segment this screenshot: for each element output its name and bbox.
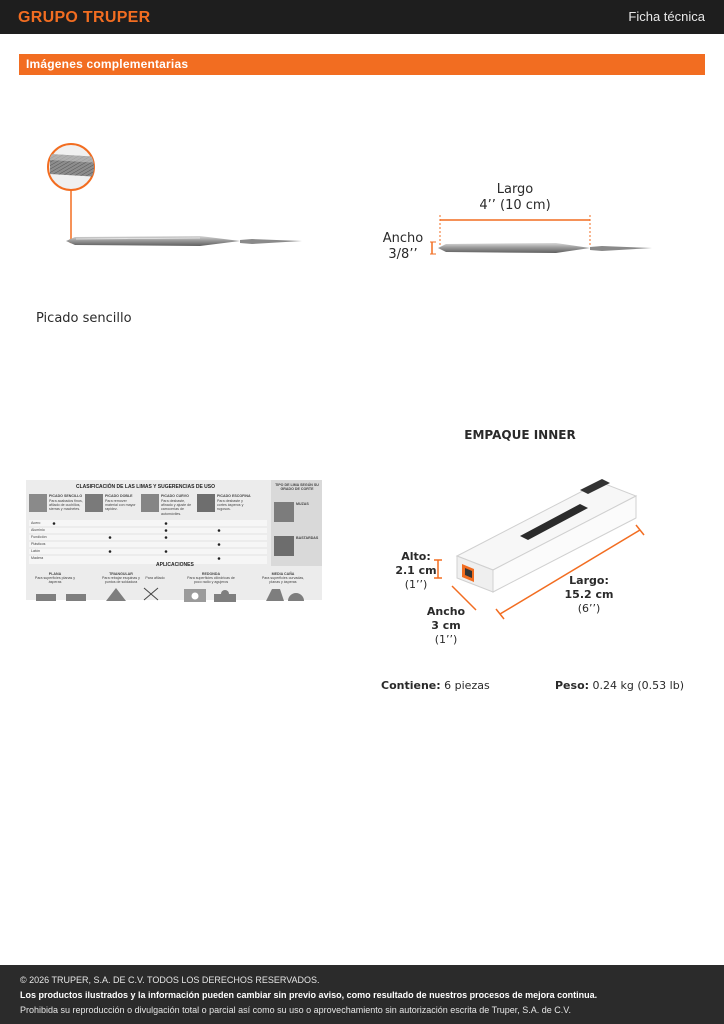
length-label: Largo bbox=[496, 182, 534, 197]
weight-value: 0.24 kg (0.53 lb) bbox=[592, 679, 684, 692]
package-contents bbox=[381, 679, 490, 692]
package-width-cm: 3 cm bbox=[431, 619, 461, 632]
cut-type-label: Picado sencillo bbox=[36, 311, 132, 326]
cut-grade-title: TIPO DE LIMA SEGÚN SU GRADO DE CORTE bbox=[275, 483, 319, 492]
cut-type-name: PICADO SENCILLO bbox=[49, 494, 83, 498]
cut-type-name: PICADO CURVO bbox=[161, 494, 189, 498]
length-dimension-line bbox=[440, 215, 590, 246]
cut-type-name: PICADO ESCOFINA bbox=[217, 494, 251, 498]
curved-cut-swatch bbox=[141, 494, 159, 512]
rasp-cut-swatch bbox=[197, 494, 215, 512]
package-length-in: (6’’) bbox=[577, 602, 601, 615]
file-detail-image bbox=[40, 140, 310, 270]
file-illustration bbox=[66, 236, 302, 246]
shape-name: REDONDA bbox=[201, 572, 221, 576]
brand-logo: GRUPO TRUPER bbox=[18, 9, 151, 26]
cut-grade-type: MUZAS bbox=[296, 502, 309, 506]
package-length-label: Largo: bbox=[569, 574, 609, 587]
cut-type-desc: Para desbaste, afinado y ajuste de carrocerías de automóviles. bbox=[161, 499, 192, 516]
length-value: 4’’ (10 cm) bbox=[479, 198, 551, 213]
shape-desc: Para superficies cilíndricas de poco radio y agujeros bbox=[187, 576, 235, 585]
weight-label: Peso: bbox=[555, 679, 590, 692]
material-row: Fundición bbox=[31, 535, 47, 539]
material-row: Aluminio bbox=[31, 528, 45, 532]
shape-desc: Para superficies curvadas, planas y ásperas bbox=[261, 576, 305, 585]
file-dimension-drawing bbox=[426, 212, 656, 262]
material-row: Madera bbox=[31, 556, 44, 560]
footer bbox=[0, 965, 724, 1024]
cut-types-row bbox=[29, 494, 269, 518]
material-row: Acero bbox=[31, 521, 41, 525]
zoom-circle bbox=[48, 144, 100, 243]
package-height-in: (1’’) bbox=[404, 578, 428, 591]
double-cut-swatch bbox=[85, 494, 103, 512]
package-width-label: Ancho bbox=[426, 605, 466, 618]
shape-desc: Para rebajar esquinas y puntos de soldadura bbox=[102, 576, 140, 585]
single-cut-swatch bbox=[29, 494, 47, 512]
cut-grade-panel bbox=[271, 480, 322, 566]
shape-name: PLANA bbox=[48, 572, 62, 576]
file-classification-infographic bbox=[26, 480, 322, 600]
section-title: Imágenes complementarias bbox=[26, 57, 189, 71]
applications-title: APLICACIONES bbox=[156, 562, 194, 568]
contents-value: 6 piezas bbox=[444, 679, 490, 692]
infographic-title: CLASIFICACIÓN DE LAS LIMAS Y SUGERENCIAS DE USO bbox=[76, 484, 215, 490]
materials-grid bbox=[29, 520, 267, 564]
package-height-label: Alto: bbox=[401, 550, 431, 563]
width-label: Ancho bbox=[382, 231, 424, 246]
package-width-in: (1’’) bbox=[434, 633, 458, 646]
document-type: Ficha técnica bbox=[628, 9, 705, 24]
section-header bbox=[19, 54, 705, 75]
width-value: 3/8’’ bbox=[388, 247, 418, 262]
materials-dots bbox=[29, 520, 267, 564]
package-title: EMPAQUE INNER bbox=[464, 428, 576, 442]
package-length-cm: 15.2 cm bbox=[564, 588, 614, 601]
cut-grade-type: BASTARDAS bbox=[296, 536, 319, 540]
cut-type-name: PICADO DOBLE bbox=[105, 494, 133, 498]
package-height-cm: 2.1 cm bbox=[395, 564, 437, 577]
bastard-file-swatch bbox=[274, 536, 294, 556]
cut-type-desc: Para desbaste y cortes ásperos y rugosos. bbox=[217, 499, 244, 512]
package-weight bbox=[555, 679, 684, 692]
smooth-file-swatch bbox=[274, 502, 294, 522]
width-dimension-line bbox=[430, 242, 436, 254]
shape-name: TRIANGULAR bbox=[109, 572, 133, 576]
shape-desc: Para superficies planas y ásperas bbox=[34, 576, 76, 585]
footer-copyright: © 2026 TRUPER, S.A. DE C.V. TODOS LOS DERECHOS RESERVADOS. bbox=[20, 975, 320, 985]
application-icons bbox=[26, 584, 322, 606]
footer-disclaimer: Los productos ilustrados y la información pueden cambiar sin previo aviso, como resultado de nuestros procesos de mejora continua. bbox=[20, 990, 598, 1000]
footer-prohibition: Prohibida su reproducción o divulgación total o parcial así como su uso o aprovechamiento sin autorización escrita de Truper, S.A. de C.V. bbox=[20, 1005, 571, 1015]
shape-name: MEDIA CAÑA bbox=[271, 572, 295, 576]
material-row: Latón bbox=[31, 549, 40, 553]
material-row: Plásticos bbox=[31, 542, 46, 546]
cut-type-desc: Para remover material con mayor rapidez. bbox=[105, 499, 136, 512]
contents-label: Contiene: bbox=[381, 679, 441, 692]
file-illustration-small bbox=[438, 243, 652, 253]
shape-desc: Para afilado bbox=[145, 576, 165, 580]
cut-type-desc: Para acabados finos, afilado de cuchillos, sierras y machetes. bbox=[49, 499, 83, 512]
header-bar bbox=[0, 0, 724, 34]
